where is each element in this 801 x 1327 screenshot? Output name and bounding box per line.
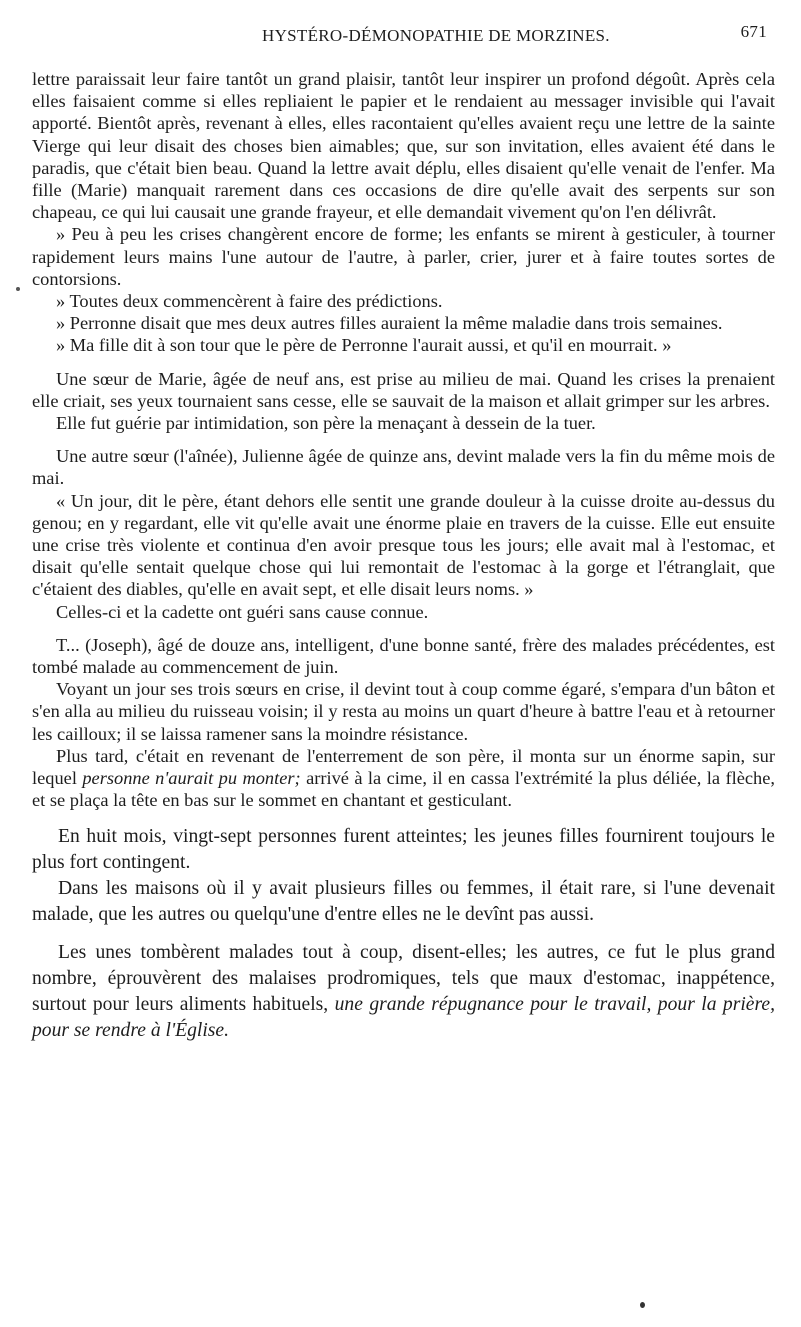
paragraph: Dans les maisons où il y avait plusieurs filles ou femmes, il était rare, si l'une devenait malade, que les autres ou quelqu'une d'entre elles ne le devînt pas aussi. <box>32 877 775 925</box>
paragraph: En huit mois, vingt-sept personnes furent atteintes; les jeunes filles fournirent toujours le plus fort contingent. <box>32 825 775 873</box>
paragraph <box>32 745 775 812</box>
paragraph <box>32 940 775 1044</box>
paragraph-text: Plus tard, c'était en revenant de l'enterrement de son père, il monta sur un énorme sapin, sur lequel <box>32 745 775 789</box>
paragraph: T... (Joseph), âgé de douze ans, intelligent, d'une bonne santé, frère des malades précédentes, est tombé malade au commencement de juin. <box>32 634 775 678</box>
paragraph-text: Les unes tombèrent malades tout à coup, disent-elles; les autres, ce fut le plus grand nombre, éprouvèrent des malaises prodromiques, tels que maux d'estomac, inappétence, surtout pour leurs aliments habituels, <box>32 941 775 1015</box>
paragraph: » Peu à peu les crises changèrent encore de forme; les enfants se mirent à gesticuler, à tourner rapidement leurs mains l'une autour de l'autre, à parler, crier, jurer et à faire toutes sortes de contorsions. <box>32 224 775 289</box>
margin-speck <box>16 287 20 291</box>
paragraph: Une sœur de Marie, âgée de neuf ans, est prise au milieu de mai. Quand les crises la prenaient elle criait, ses yeux tournaient sans cesse, elle se sauvait de la maison et allait grimper sur les arbres. <box>32 368 775 411</box>
paragraph: » Ma fille dit à son tour que le père de Perronne l'aurait aussi, et qu'il en mourrait. » <box>56 335 672 356</box>
italic-phrase: personne n'aurait pu monter; <box>82 768 301 789</box>
paragraph: Une autre sœur (l'aînée), Julienne âgée de quinze ans, devint malade vers la fin du même mois de mai. <box>32 446 775 489</box>
italic-phrase: une grande répugnance pour le travail, pour la prière, pour se rendre à l'Église. <box>32 993 775 1041</box>
paragraph: Elle fut guérie par intimidation, son père la menaçant à dessein de la tuer. <box>56 413 596 434</box>
paragraph: lettre paraissait leur faire tantôt un grand plaisir, tantôt leur inspirer un profond dégoût. Après cela elles faisaient comme si elles repliaient le papier et le rendaient au messager invisible qui l'avait apporté. Bientôt après, revenant à elles, elles racontaient qu'elles avaient reçu une lettre de la sainte Vierge qui leur disait des choses bien aimables; que, sur son invitation, elles avaient été dans le paradis, que c'était bien beau. Quand la lettre avait déplu, elles disaient qu'elle venait de l'enfer. Ma fille (Marie) manquait rarement dans ces occasions de dire qu'elle avait des serpents sur son chapeau, ce qui lui causait une grande frayeur, et elle demandait vivement qu'on l'en délivrât. <box>32 69 775 223</box>
conclusion-text <box>32 824 775 1044</box>
paragraph-text: arrivé à la cime, il en cassa l'extrémité la plus déliée, la flèche, et se plaça la tête en bas sur le sommet en chantant et gesticulant. <box>32 768 775 811</box>
paragraph: Voyant un jour ses trois sœurs en crise, il devint tout à coup comme égaré, s'empara d'un bâton et s'en alla au milieu du ruisseau voisin; il y resta au moins un quart d'heure à battre l'eau et à retourner les cailloux; il se laissa ramener sans la moindre résistance. <box>32 679 775 744</box>
running-title: HYSTÉRO-DÉMONOPATHIE DE MORZINES. <box>262 26 610 45</box>
paragraph: Celles-ci et la cadette ont guéri sans cause connue. <box>56 601 429 622</box>
paragraph: » Toutes deux commencèrent à faire des prédictions. <box>56 291 443 312</box>
paragraph: « Un jour, dit le père, étant dehors elle sentit une grande douleur à la cuisse droite au-dessus du genou; en y regardant, elle vit qu'elle avait une énorme plaie en travers de la cuisse. Elle eut ensuite une crise très violente et continua d'en avoir presque tous les jours; elle avait mal à l'estomac, et disait qu'elle sentait quelque chose qui lui remontait de l'estomac à la gorge et l'étranglait, que c'étaient des diables, qu'elle en avait sept, et elle disait leurs noms. » <box>32 490 775 600</box>
paragraph: » Perronne disait que mes deux autres filles auraient la même maladie dans trois semaines. <box>56 313 723 334</box>
body-text <box>32 68 775 812</box>
page-speck <box>640 1302 645 1308</box>
page-number: 671 <box>740 22 767 41</box>
running-header <box>32 22 775 62</box>
